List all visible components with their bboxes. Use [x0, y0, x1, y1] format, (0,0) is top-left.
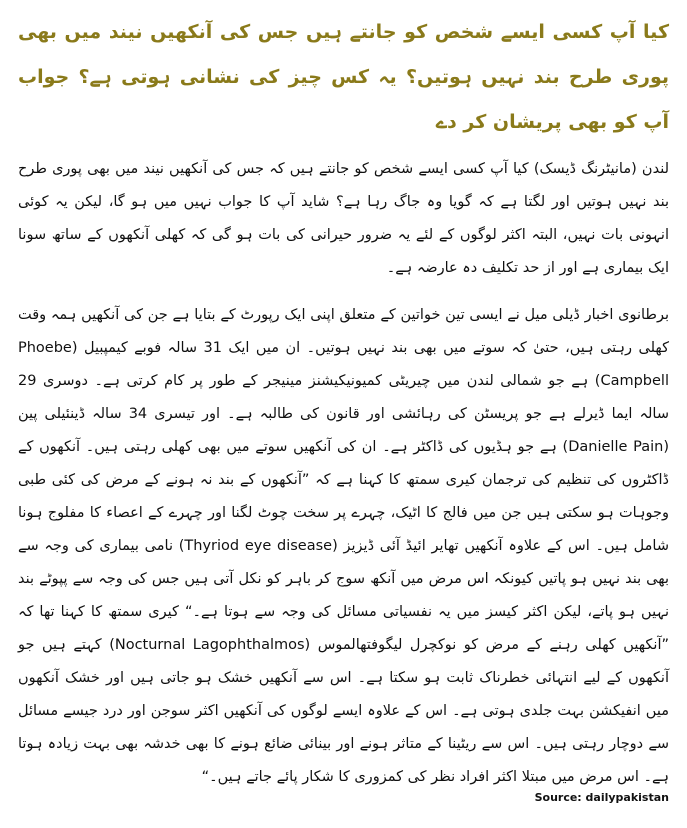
article-paragraph-body: برطانوی اخبار ڈیلی میل نے ایسی تین خواتین کے متعلق اپنی ایک رپورٹ کے بتایا ہے جن کی آنکھیں ہمہ وقت کھلی رہتی ہیں، حتیٰ کہ سوتے میں بھی بند نہیں ہوتیں۔ ان میں ایک 31 سالہ فوبے کیمپبیل (Phoebe Campbell) ہے جو شمالی لندن میں چیریٹی کمیونیکیشنز مینیجر کے طور پر کام کرتی ہے۔ دوسری 29 سالہ ایما ڈیرلے ہے جو پریسٹن کی رہائشی اور قانون کی طالبہ ہے۔ اور تیسری 34 سالہ ڈینئیلی پین (Danielle Pain) ہے جو ہڈیوں کی ڈاکٹر ہے۔ ان کی آنکھیں سوتے میں بھی کھلی رہتی ہیں۔ آنکھوں کے ڈاکٹروں کی تنظیم کی ترجمان کیری سمتھ کا کہنا ہے کہ ”آنکھوں کے بند نہ ہونے کے مرض کی کئی طبی وجوہات ہو سکتی ہیں جن میں فالج کا اٹیک، چہرے پر سخت چوٹ لگنا اور چہرے کے اعصاء کا مفلوج ہونا شامل ہیں۔ اس کے علاوہ آنکھیں تھایر ائیڈ آئی ڈیزیز (Thyriod eye disease) نامی بیماری کی وجہ سے بھی بند نہیں ہو پاتیں کیونکہ اس مرض میں آنکھ سوج کر باہر کو نکل آتی ہیں جس کی وجہ سے پپوٹے بند نہیں ہو پاتے، لیکن اکثر کیسز میں یہ نفسیاتی مسائل کی وجہ سے ہوتا ہے۔“ کیری سمتھ کا کہنا تھا کہ ”آنکھیں کھلی رہنے کے مرض کو نوکچرل لیگوفتھالموس (Nocturnal Lagophthalmos) کہتے ہیں جو آنکھوں کے لیے انتہائی خطرناک ثابت ہو سکتا ہے۔ اس سے آنکھیں خشک ہو جاتی ہیں اور خشک آنکھوں میں انفیکشن بہت جلدی ہوتی ہے۔ اس کے علاوہ ایسے لوگوں کی آنکھیں اکثر سوجن اور درد جیسے مسائل سے دوچار رہتی ہیں۔ اس سے ریٹینا کے متاثر ہونے اور بینائی ضائع ہونے کا بھی خدشہ بھی بہت زیادہ ہوتا ہے۔ اس مرض میں مبتلا اکثر افراد نظر کی کمزوری کا شکار پائے جاتے ہیں۔“ — [18, 307, 669, 785]
article-headline: کیا آپ کسی ایسے شخص کو جانتے ہیں جس کی آنکھیں نیند میں بھی پوری طرح بند نہیں ہوتیں؟ یہ کس چیز کی نشانی ہوتی ہے؟ جواب آپ کو بھی پریشان کر دے — [18, 21, 669, 133]
article-paragraph-intro: لندن (مانیٹرنگ ڈیسک) کیا آپ کسی ایسے شخص کو جانتے ہیں کہ جس کی آنکھیں نیند میں بھی پوری طرح بند نہیں ہوتیں اور لگتا ہے کہ گویا وہ جاگ رہا ہے؟ شاید آپ کا جواب نہیں میں ہو گا، لیکن یہ کوئی انہونی بات نہیں، البتہ اکثر لوگوں کے لئے یہ ضرور حیرانی کی بات ہو گی کہ کھلی آنکھوں کے ساتھ سونا ایک بیماری ہے اور از حد تکلیف دہ عارضہ ہے۔ — [18, 161, 669, 276]
source-credit: Source: dailypakistan — [534, 791, 669, 804]
